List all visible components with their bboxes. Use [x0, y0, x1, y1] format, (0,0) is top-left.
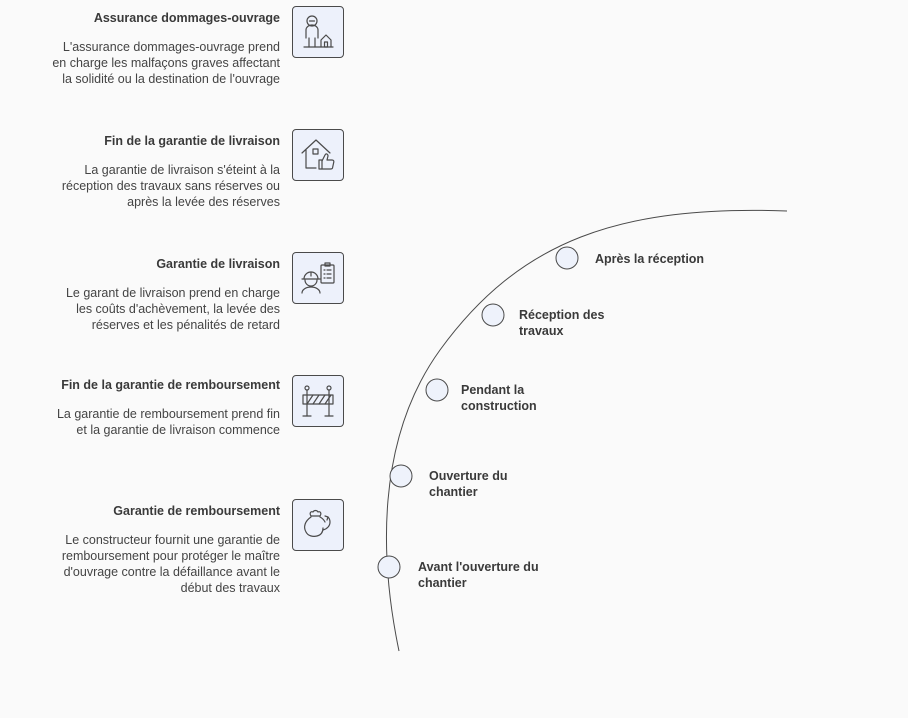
guarantee-title: Assurance dommages-ouvrage — [93, 11, 280, 25]
guarantee-title: Garantie de remboursement — [113, 504, 280, 518]
stage-label: Ouverture du chantier — [429, 469, 508, 499]
guarantee-title: Garantie de livraison — [156, 257, 280, 271]
stage-label: Pendant la construction — [461, 383, 537, 413]
stage-label: Avant l'ouverture du chantier — [418, 560, 539, 590]
timeline-node — [426, 379, 448, 401]
guarantee-description: Le constructeur fournit une garantie de remboursement pour protéger le maître d'ouvrage contre la défaillance avant le début des travaux — [61, 533, 280, 595]
guarantee-title: Fin de la garantie de livraison — [104, 134, 280, 148]
timeline-node — [378, 556, 400, 578]
timeline-node — [482, 304, 504, 326]
timeline-node — [556, 247, 578, 269]
timeline-node — [390, 465, 412, 487]
guarantee-description: Le garant de livraison prend en charge les coûts d'achèvement, la levée des réserves et les pénalités de retard — [65, 286, 280, 332]
stage-label: Réception des travaux — [519, 308, 605, 338]
guarantee-description: La garantie de remboursement prend fin et la garantie de livraison commence — [56, 407, 280, 437]
guarantee-description: L'assurance dommages-ouvrage prend en charge les malfaçons graves affectant la solidité ou la destination de l'ouvrage — [52, 40, 280, 86]
guarantee-description: La garantie de livraison s'éteint à la réception des travaux sans réserves ou après la levée des réserves — [61, 163, 280, 209]
guarantee-title: Fin de la garantie de remboursement — [61, 378, 280, 392]
stage-label: Après la réception — [595, 252, 705, 266]
